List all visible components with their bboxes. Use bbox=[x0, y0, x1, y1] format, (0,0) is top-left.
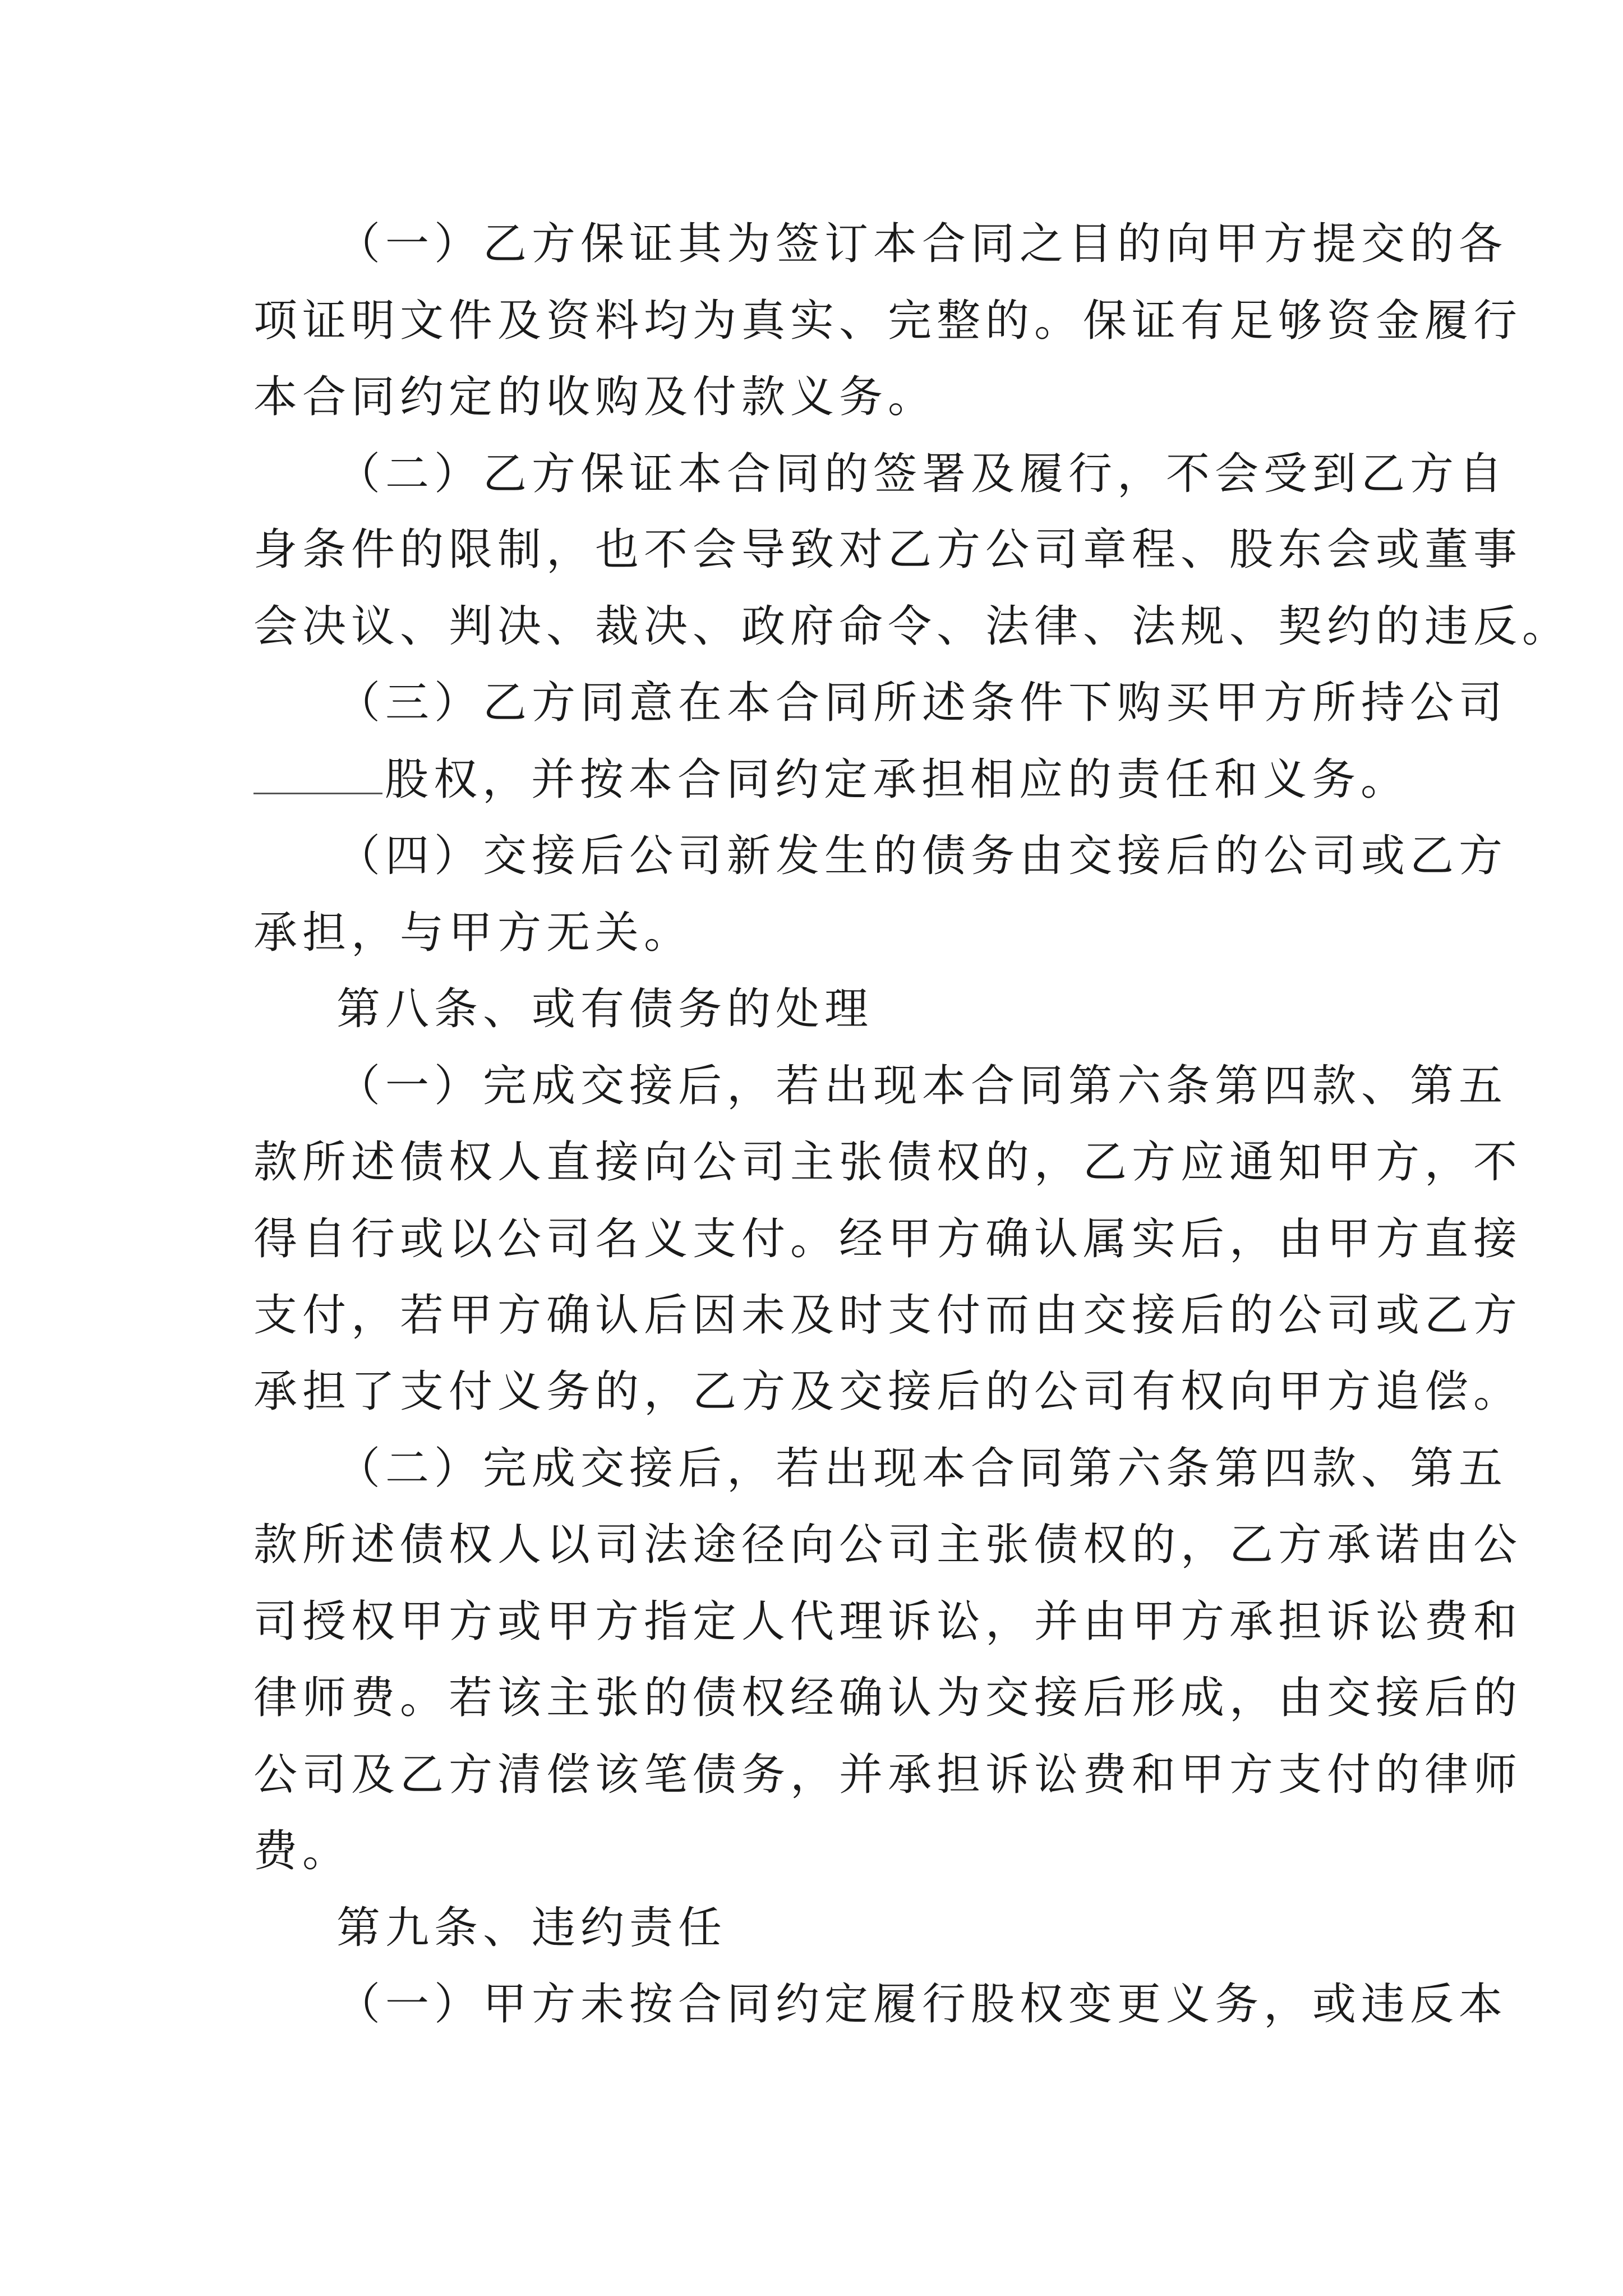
paragraph-line: 款所述债权人直接向公司主张债权的，乙方应通知甲方，不 bbox=[253, 1137, 1523, 1188]
paragraph-line: 律师费。若该主张的债权经确认为交接后形成，由交接后的 bbox=[253, 1673, 1523, 1723]
paragraph-line: （二）乙方保证本合同的签署及履行，不会受到乙方自 bbox=[336, 449, 1508, 499]
paragraph-line: 公司及乙方清偿该笔债务，并承担诉讼费和甲方支付的律师 bbox=[253, 1750, 1523, 1800]
paragraph-line: 会决议、判决、裁决、政府命令、法律、法规、契约的违反。 bbox=[253, 601, 1571, 652]
paragraph-line: 承担了支付义务的，乙方及交接后的公司有权向甲方追偿。 bbox=[253, 1366, 1523, 1417]
paragraph-line: 款所述债权人以司法途径向公司主张债权的，乙方承诺由公 bbox=[253, 1520, 1523, 1570]
paragraph-line-with-blank bbox=[253, 752, 1409, 808]
paragraph-line: （二）完成交接后，若出现本合同第六条第四款、第五 bbox=[336, 1443, 1508, 1494]
paragraph-line: （四）交接后公司新发生的债务由交接后的公司或乙方 bbox=[336, 831, 1508, 881]
paragraph-line: （一）完成交接后，若出现本合同第六条第四款、第五 bbox=[336, 1061, 1508, 1111]
paragraph-line: 费。 bbox=[253, 1826, 352, 1876]
paragraph-line: （三）乙方同意在本合同所述条件下购买甲方所持公司 bbox=[336, 678, 1508, 728]
section-heading: 第九条、违约责任 bbox=[336, 1903, 727, 1953]
paragraph-line: 支付，若甲方确认后因未及时支付而由交接后的公司或乙方 bbox=[253, 1290, 1523, 1341]
paragraph-line: 身条件的限制，也不会导致对乙方公司章程、股东会或董事 bbox=[253, 524, 1523, 575]
paragraph-line: 承担，与甲方无关。 bbox=[253, 908, 693, 958]
fill-in-blank bbox=[253, 753, 382, 794]
paragraph-line: （一）甲方未按合同约定履行股权变更义务，或违反本 bbox=[336, 1979, 1508, 2030]
section-heading: 第八条、或有债务的处理 bbox=[336, 984, 874, 1034]
paragraph-line: 司授权甲方或甲方指定人代理诉讼，并由甲方承担诉讼费和 bbox=[253, 1596, 1523, 1647]
paragraph-line: 本合同约定的收购及付款义务。 bbox=[253, 372, 937, 422]
paragraph-line: （一）乙方保证其为签订本合同之目的向甲方提交的各 bbox=[336, 219, 1508, 269]
paragraph-line: 得自行或以公司名义支付。经甲方确认属实后，由甲方直接 bbox=[253, 1214, 1523, 1264]
paragraph-line-text: 股权，并按本合同约定承担相应的责任和义务。 bbox=[385, 754, 1410, 805]
paragraph-line: 项证明文件及资料均为真实、完整的。保证有足够资金履行 bbox=[253, 296, 1523, 346]
